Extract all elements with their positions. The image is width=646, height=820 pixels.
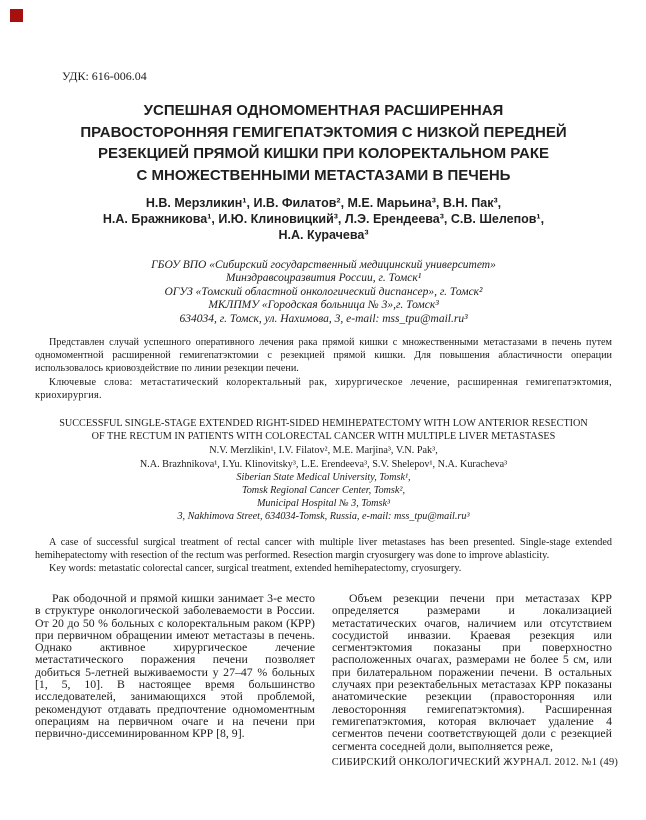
abstract-ru-text: Представлен случай успешного оперативного лечения рака прямой кишки с множественными метастазами в печень путем одномоментной расширенной гемигепатэктомии с резекцией прямой кишки. Для повышения абластичности операции использовалось криовоздействие по линии резекции печени. — [35, 337, 612, 375]
authors-ru: Н.В. Мерзликин¹, И.В. Филатов², М.Е. Марьина³, В.Н. Пак³, Н.А. Бражникова¹, И.Ю. Клиновицкий³, Л.Э. Ерендеева³, С.В. Шелепов¹, Н.А. Курачева³ — [102, 196, 545, 242]
udc-code: УДК: 616-006.04 — [62, 69, 147, 83]
english-header-block — [35, 417, 612, 524]
body-column-right — [332, 592, 612, 752]
affiliations-ru: ГБОУ ВПО «Сибирский государственный медицинский университет» Минздравсоцразвития России, г. Томск¹ ОГУЗ «Томский областной онкологический диспансер», г. Томск² МКЛПМУ «Городская больница № 3»,г. Томск³ 634034, г. Томск, ул. Нахимова, 3, e-mail: mss_tpu@mail.ru³ — [151, 259, 496, 325]
abstract-ru — [35, 336, 612, 402]
journal-footer-line: СИБИРСКИЙ ОНКОЛОГИЧЕСКИЙ ЖУРНАЛ. 2012. №1 (49) — [331, 757, 618, 768]
article-title-en: SUCCESSFUL SINGLE-STAGE EXTENDED RIGHT-SIDED HEMIHEPATECTOMY WITH LOW ANTERIOR RESECTION OF THE RECTUM IN PATIENTS WITH COLORECTAL CANCER WITH MULTIPLE LIVER METASTASES — [59, 418, 588, 443]
body-paragraph-right: Объем резекции печени при метастазах КРР определяется размерами и локализацией метастатических очагов, наличием или отсутствием сосудистой инвазии. Краевая резекция или сегментэктомия показаны при поверхностно расположенных очагах, размерами не более 5 см, или при билатеральном поражении печени. В остальных случаях при резектабельных метастазах КРР показаны анатомические резекции (правосторонняя или левосторонняя гемигепатэктомия). Расширенная гемигепатэктомия, которая включает удаление 4 сегментов печени соответствующей доли с резекцией сегмента соседней доли, выполняется реже, — [332, 591, 612, 753]
red-square-marker — [10, 9, 23, 22]
article-title-ru: УСПЕШНАЯ ОДНОМОМЕНТНАЯ РАСШИРЕННАЯ ПРАВОСТОРОННЯЯ ГЕМИГЕПАТЭКТОМИЯ С НИЗКОЙ ПЕРЕДНЕЙ РЕЗЕКЦИЕЙ ПРЯМОЙ КИШКИ ПРИ КОЛОРЕКТАЛЬНОМ РАКЕ С МНОЖЕСТВЕННЫМИ МЕТАСТАЗАМИ В ПЕЧЕНЬ — [80, 102, 567, 184]
body-columns — [35, 592, 612, 752]
body-paragraph-left: Рак ободочной и прямой кишки занимает 3-е место в структуре онкологической заболеваемости в России. От 20 до 50 % больных с колоректальным раком (КРР) при первичном обращении имеют метастазы в печень. Однако активное хирургическое лечение метастатического поражения печени позволяет добиться 5-летней выживаемости у 27–47 % больных [1, 5, 10]. В настоящее время большинство исследователей, занимающихся этой проблемой, рекомендуют отдавать предпочтение одномоментным операциям на первичном очаге и на печени при первично-диссеминированном КРР [8, 9]. — [35, 591, 315, 741]
abstract-en-text: A case of successful surgical treatment of rectal cancer with multiple liver metastases has been presented. Single-stage extended hemihepatectomy with resection of the rectum was performed. Resection margin cryosurgery was done to improve ablasticity. — [35, 537, 612, 562]
abstract-en — [35, 536, 612, 576]
authors-en: N.V. Merzlikin¹, I.V. Filatov², M.E. Marjina³, V.N. Pak³, N.A. Brazhnikova¹, I.Yu. Klinovitsky³, L.E. Erendeeva³, S.V. Shelepov¹, N.A. Kuracheva³ — [139, 445, 508, 470]
keywords-en: Key words: metastatic colorectal cancer, surgical treatment, extended hemihepatectomy, cryosurgery. — [49, 563, 462, 575]
body-column-left — [35, 592, 315, 752]
keywords-ru: Ключевые слова: метастатический колоректальный рак, хирургическое лечение, расширенная гемигепатэктомия, криохирургия. — [35, 376, 612, 401]
affiliations-en: Siberian State Medical University, Tomsk¹, Tomsk Regional Cancer Center, Tomsk², Municipal Hospital № 3, Tomsk³ 3, Nakhimova Street, 634034-Tomsk, Russia, e-mail: mss_tpu@mail.ru³ — [177, 471, 470, 523]
